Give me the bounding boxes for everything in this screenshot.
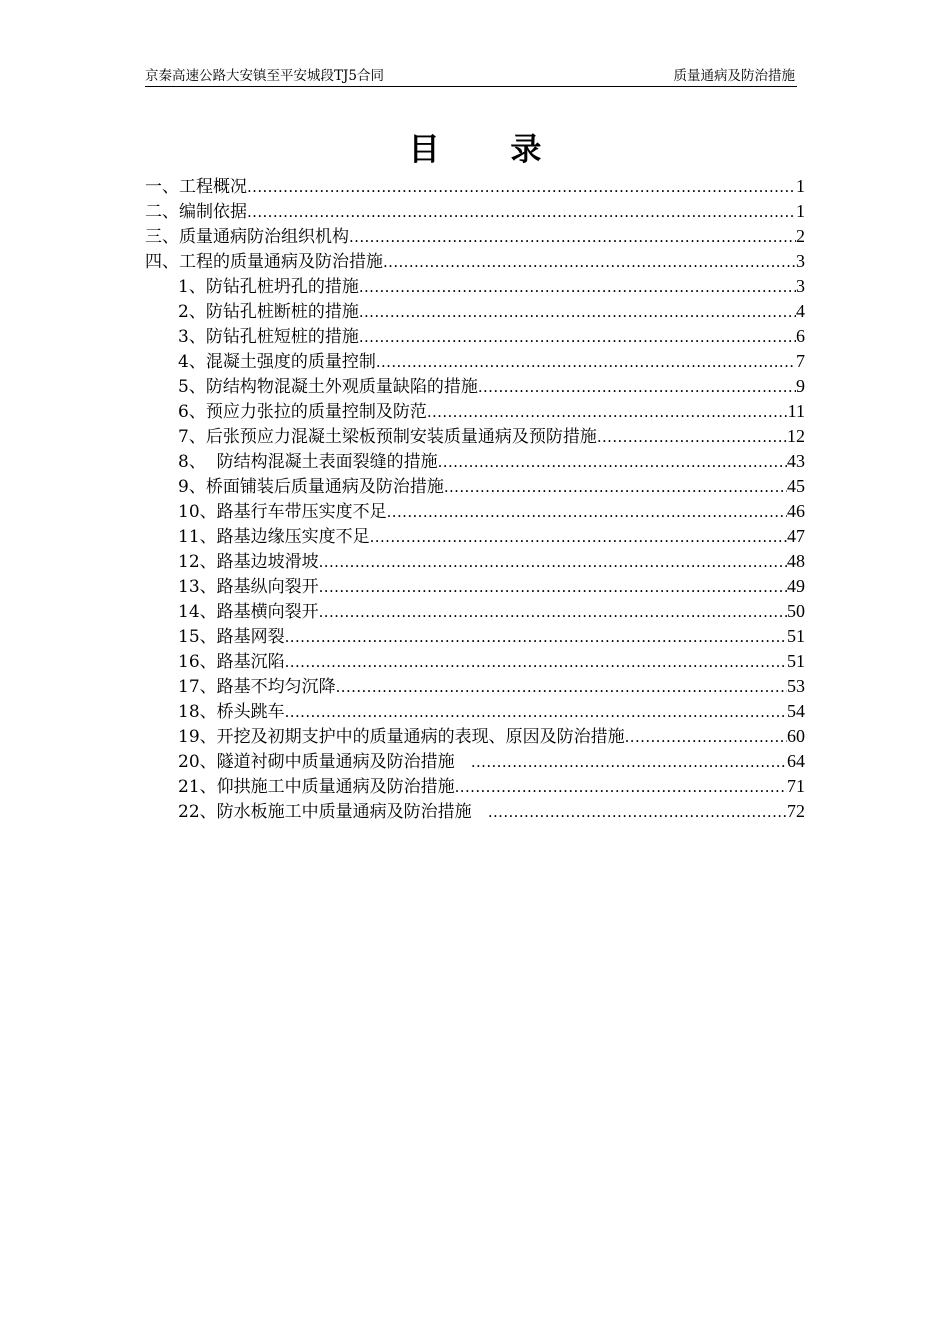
toc-dot-leader: [319, 600, 787, 624]
toc-entry-label: 8、 防结构混凝土表面裂缝的措施: [178, 452, 438, 472]
toc-entry-page-number: 45: [787, 476, 805, 496]
toc-dot-leader: [336, 675, 787, 699]
toc-entry-label: 21、仰拱施工中质量通病及防治措施: [178, 777, 455, 797]
toc-entry-label: 3、防钻孔桩短桩的措施: [178, 327, 359, 347]
toc-entry-page-number: 1: [796, 201, 805, 221]
toc-dot-leader: [455, 775, 787, 799]
toc-entry[interactable]: [145, 549, 805, 574]
toc-dot-leader: [370, 525, 787, 549]
toc-entry[interactable]: [145, 249, 805, 274]
toc-entry-page-number: 51: [787, 651, 805, 671]
toc-dot-leader: [625, 725, 787, 749]
toc-entry-page-number: 3: [796, 251, 805, 271]
toc-entry-label: 7、后张预应力混凝土梁板预制安装质量通病及预防措施: [178, 427, 597, 447]
toc-entry-label: 15、路基网裂: [178, 627, 285, 647]
toc-entry-label: 17、路基不均匀沉降: [178, 677, 336, 697]
toc-entry-page-number: 4: [796, 301, 805, 321]
toc-entry-page-number: 51: [787, 626, 805, 646]
toc-entry[interactable]: [145, 474, 805, 499]
toc-entry-page-number: 6: [796, 326, 805, 346]
toc-entry-label: 三、质量通病防治组织机构: [145, 227, 349, 247]
toc-entry-page-number: 9: [796, 376, 805, 396]
toc-dot-leader: [488, 800, 787, 824]
header-project-name: 京秦高速公路大安镇至平安城段TJ5合同: [145, 68, 385, 84]
toc-dot-leader: [359, 275, 796, 299]
toc-entry[interactable]: [145, 449, 805, 474]
toc-entry-label: 6、预应力张拉的质量控制及防范: [178, 402, 427, 422]
toc-entry[interactable]: [145, 324, 805, 349]
toc-entry-label: 16、路基沉陷: [178, 652, 285, 672]
toc-dot-leader: [359, 300, 796, 324]
toc-dot-leader: [438, 450, 787, 474]
toc-entry-label: 二、编制依据: [145, 202, 247, 222]
toc-entry-page-number: 72: [787, 801, 805, 821]
toc-entry-label: 一、工程概况: [145, 177, 247, 197]
toc-entry-label: 1、防钻孔桩坍孔的措施: [178, 277, 359, 297]
toc-entry[interactable]: [145, 749, 805, 774]
toc-dot-leader: [444, 475, 787, 499]
toc-entry-page-number: 12: [787, 426, 805, 446]
toc-entry[interactable]: [145, 799, 805, 824]
table-of-contents: [145, 174, 805, 824]
toc-dot-leader: [376, 350, 796, 374]
toc-entry[interactable]: [145, 674, 805, 699]
toc-dot-leader: [319, 575, 787, 599]
toc-entry[interactable]: [145, 299, 805, 324]
toc-entry-page-number: 60: [787, 726, 805, 746]
toc-entry[interactable]: [145, 424, 805, 449]
toc-entry-label: 18、桥头跳车: [178, 702, 285, 722]
toc-dot-leader: [285, 700, 787, 724]
toc-entry[interactable]: [145, 524, 805, 549]
toc-entry-page-number: 3: [796, 276, 805, 296]
toc-entry-page-number: 48: [787, 551, 805, 571]
toc-entry-label: 5、防结构物混凝土外观质量缺陷的措施: [178, 377, 478, 397]
toc-dot-leader: [247, 175, 796, 199]
toc-entry[interactable]: [145, 574, 805, 599]
header-document-name: 质量通病及防治措施: [673, 68, 795, 84]
toc-dot-leader: [387, 500, 787, 524]
toc-entry[interactable]: [145, 224, 805, 249]
toc-entry-label: 四、工程的质量通病及防治措施: [145, 252, 383, 272]
toc-entry-label: 4、混凝土强度的质量控制: [178, 352, 376, 372]
toc-dot-leader: [478, 375, 796, 399]
toc-dot-leader: [383, 250, 796, 274]
toc-entry[interactable]: [145, 199, 805, 224]
toc-entry[interactable]: [145, 499, 805, 524]
toc-entry-label: 2、防钻孔桩断桩的措施: [178, 302, 359, 322]
toc-entry[interactable]: [145, 699, 805, 724]
toc-entry-label: 13、路基纵向裂开: [178, 577, 319, 597]
page-header: [145, 66, 797, 87]
toc-entry-page-number: 47: [787, 526, 805, 546]
toc-dot-leader: [285, 650, 787, 674]
toc-entry-page-number: 64: [787, 751, 805, 771]
toc-entry-label: 12、路基边坡滑坡: [178, 552, 319, 572]
toc-entry-label: 22、防水板施工中质量通病及防治措施: [178, 802, 488, 822]
toc-entry-page-number: 2: [796, 226, 805, 246]
toc-entry-page-number: 53: [787, 676, 805, 696]
toc-entry-page-number: 54: [787, 701, 805, 721]
toc-entry[interactable]: [145, 724, 805, 749]
toc-entry[interactable]: [145, 174, 805, 199]
toc-entry-page-number: 50: [787, 601, 805, 621]
toc-entry-page-number: 1: [796, 176, 805, 196]
toc-entry-page-number: 46: [787, 501, 805, 521]
toc-entry-label: 10、路基行车带压实度不足: [178, 502, 387, 522]
toc-entry-page-number: 49: [787, 576, 805, 596]
toc-entry-page-number: 7: [796, 351, 805, 371]
toc-entry-label: 11、路基边缘压实度不足: [178, 527, 370, 547]
toc-entry-page-number: 43: [787, 451, 805, 471]
toc-entry[interactable]: [145, 274, 805, 299]
toc-entry[interactable]: [145, 774, 805, 799]
toc-entry-label: 20、隧道衬砌中质量通病及防治措施: [178, 752, 471, 772]
toc-entry-label: 19、开挖及初期支护中的质量通病的表现、原因及防治措施: [178, 727, 625, 747]
toc-entry[interactable]: [145, 374, 805, 399]
toc-dot-leader: [359, 325, 796, 349]
toc-dot-leader: [319, 550, 787, 574]
toc-dot-leader: [597, 425, 787, 449]
toc-entry[interactable]: [145, 649, 805, 674]
toc-dot-leader: [285, 625, 787, 649]
toc-dot-leader: [471, 750, 787, 774]
toc-entry-page-number: 11: [787, 401, 805, 421]
toc-entry-page-number: 71: [787, 776, 805, 796]
toc-title: 目 录: [408, 132, 572, 168]
toc-entry[interactable]: [145, 624, 805, 649]
toc-dot-leader: [427, 400, 788, 424]
toc-entry[interactable]: [145, 399, 805, 424]
toc-entry[interactable]: [145, 599, 805, 624]
toc-entry-label: 14、路基横向裂开: [178, 602, 319, 622]
toc-dot-leader: [247, 200, 796, 224]
toc-dot-leader: [349, 225, 796, 249]
toc-entry[interactable]: [145, 349, 805, 374]
toc-entry-label: 9、桥面铺装后质量通病及防治措施: [178, 477, 444, 497]
